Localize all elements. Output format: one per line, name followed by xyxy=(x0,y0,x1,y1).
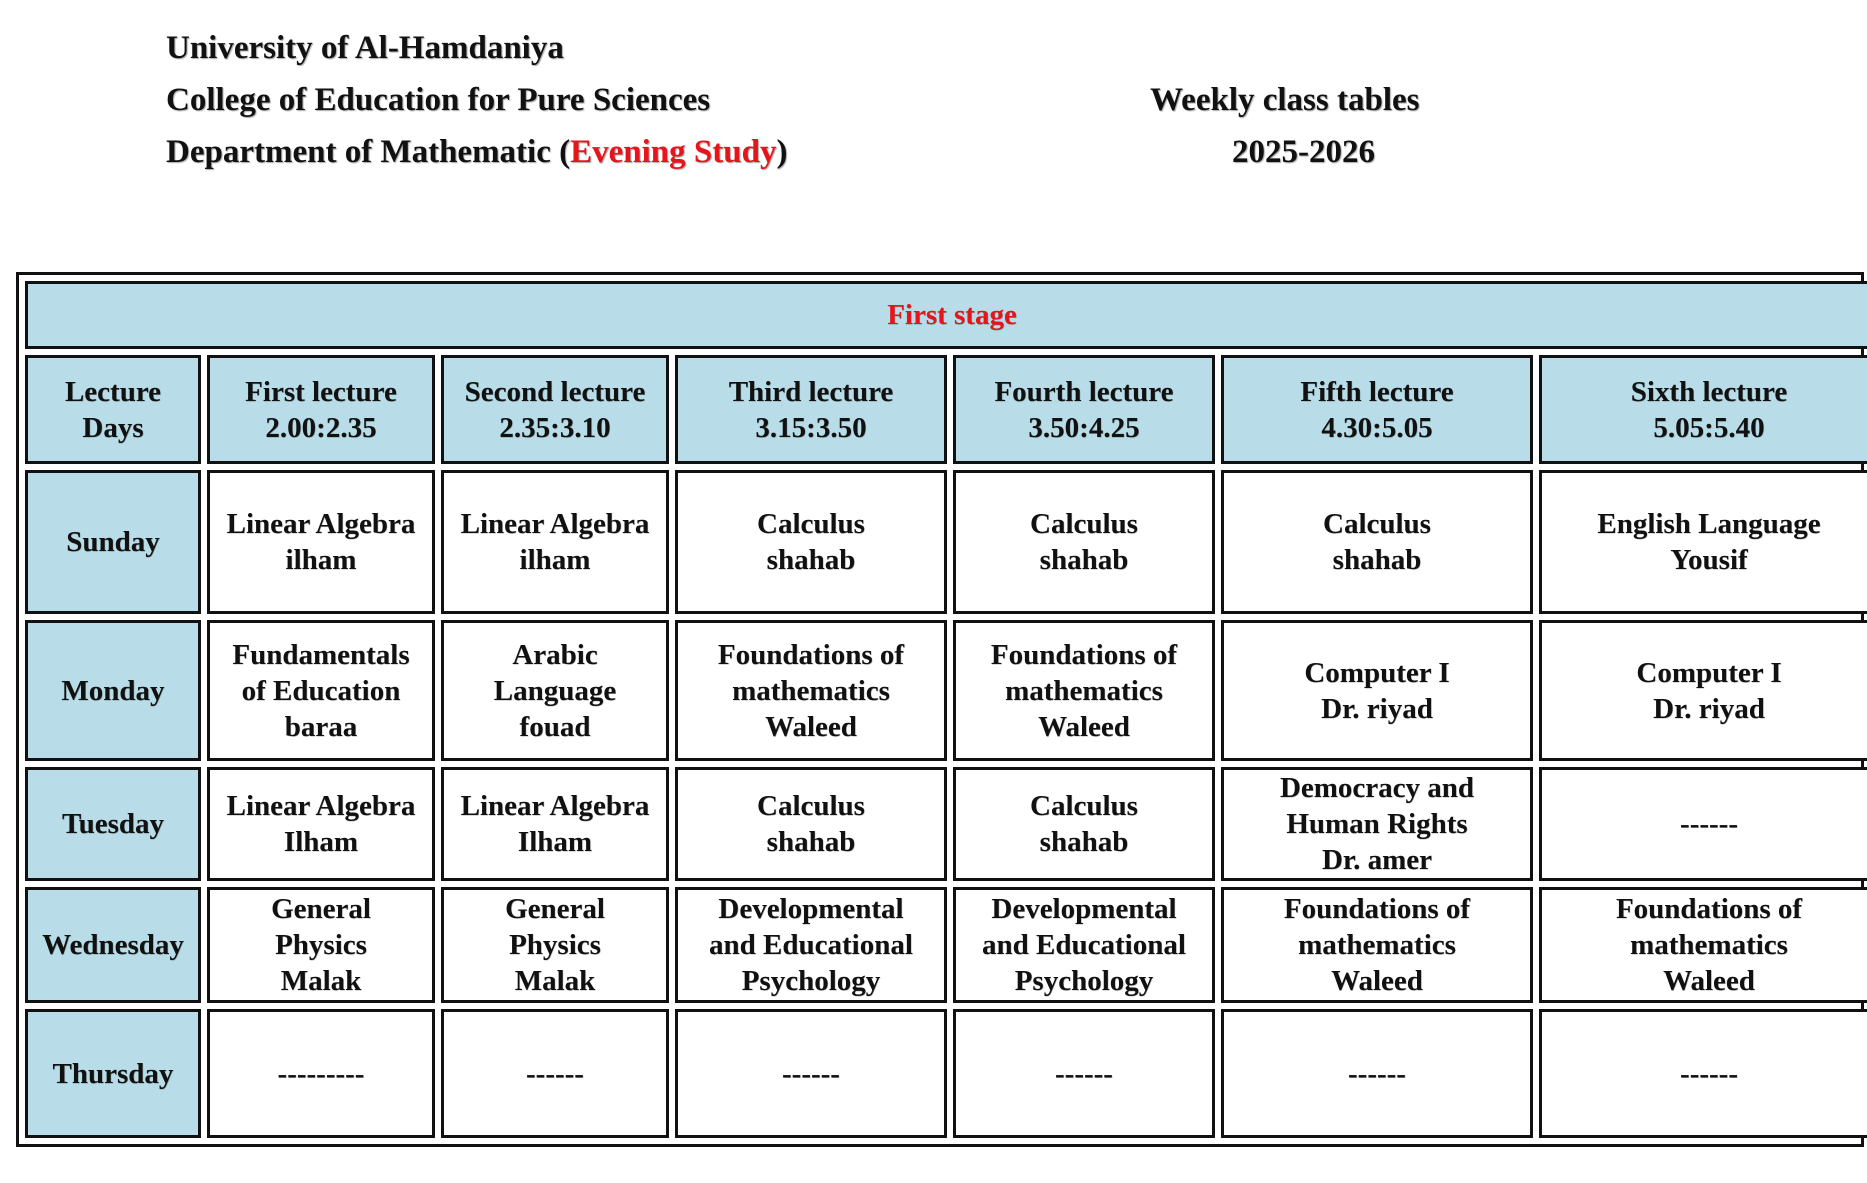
table-row xyxy=(25,620,1867,761)
table-row xyxy=(25,887,1867,1003)
empty-slot-cell: ------ xyxy=(441,1009,669,1138)
header-row xyxy=(25,355,1867,464)
class-cell: Foundations of mathematics Waleed xyxy=(675,620,947,761)
empty-slot-cell: ------ xyxy=(1221,1009,1533,1138)
table-title: Weekly class tables xyxy=(1150,82,1420,118)
empty-slot-cell: ------ xyxy=(1539,767,1867,881)
department-prefix: Department of Mathematic ( xyxy=(166,134,571,170)
class-cell: Calculus shahab xyxy=(675,470,947,614)
class-cell: Linear Algebra ilham xyxy=(207,470,435,614)
column-header-lecture-3: Third lecture 3.15:3.50 xyxy=(675,355,947,464)
table-row xyxy=(25,470,1867,614)
day-cell: Wednesday xyxy=(25,887,201,1003)
class-cell: English Language Yousif xyxy=(1539,470,1867,614)
class-cell: General Physics Malak xyxy=(207,887,435,1003)
stage-title: First stage xyxy=(25,281,1867,349)
empty-slot-cell: ------ xyxy=(1539,1009,1867,1138)
class-cell: Calculus shahab xyxy=(953,470,1215,614)
day-cell: Tuesday xyxy=(25,767,201,881)
class-cell: General Physics Malak xyxy=(441,887,669,1003)
column-header-lecture-6: Sixth lecture 5.05:5.40 xyxy=(1539,355,1867,464)
evening-study-label: Evening Study xyxy=(570,134,777,170)
empty-slot-cell: --------- xyxy=(207,1009,435,1138)
college-name: College of Education for Pure Sciences xyxy=(166,82,711,118)
schedule-table xyxy=(19,275,1867,1144)
day-cell: Monday xyxy=(25,620,201,761)
schedule-table-frame xyxy=(16,272,1864,1147)
table-row xyxy=(25,767,1867,881)
column-header-days: Lecture Days xyxy=(25,355,201,464)
class-cell: Linear Algebra ilham xyxy=(441,470,669,614)
table-row xyxy=(25,1009,1867,1138)
class-cell: Computer I Dr. riyad xyxy=(1539,620,1867,761)
day-cell: Sunday xyxy=(25,470,201,614)
empty-slot-cell: ------ xyxy=(675,1009,947,1138)
class-cell: Foundations of mathematics Waleed xyxy=(1539,887,1867,1003)
class-cell: Calculus shahab xyxy=(953,767,1215,881)
class-cell: Developmental and Educational Psychology xyxy=(675,887,947,1003)
column-header-lecture-2: Second lecture 2.35:3.10 xyxy=(441,355,669,464)
class-cell: Arabic Language fouad xyxy=(441,620,669,761)
class-cell: Foundations of mathematics Waleed xyxy=(953,620,1215,761)
academic-year: 2025-2026 xyxy=(1232,134,1375,170)
day-cell: Thursday xyxy=(25,1009,201,1138)
column-header-lecture-1: First lecture 2.00:2.35 xyxy=(207,355,435,464)
department-suffix: ) xyxy=(776,134,788,170)
class-cell: Foundations of mathematics Waleed xyxy=(1221,887,1533,1003)
class-cell: Computer I Dr. riyad xyxy=(1221,620,1533,761)
column-header-lecture-4: Fourth lecture 3.50:4.25 xyxy=(953,355,1215,464)
class-cell: Calculus shahab xyxy=(1221,470,1533,614)
class-cell: Calculus shahab xyxy=(675,767,947,881)
class-cell: Linear Algebra Ilham xyxy=(441,767,669,881)
class-cell: Democracy and Human Rights Dr. amer xyxy=(1221,767,1533,881)
department-name xyxy=(166,134,787,171)
empty-slot-cell: ------ xyxy=(953,1009,1215,1138)
class-cell: Fundamentals of Education baraa xyxy=(207,620,435,761)
university-name: University of Al-Hamdaniya xyxy=(166,30,564,66)
column-header-lecture-5: Fifth lecture 4.30:5.05 xyxy=(1221,355,1533,464)
class-cell: Linear Algebra Ilham xyxy=(207,767,435,881)
class-cell: Developmental and Educational Psychology xyxy=(953,887,1215,1003)
